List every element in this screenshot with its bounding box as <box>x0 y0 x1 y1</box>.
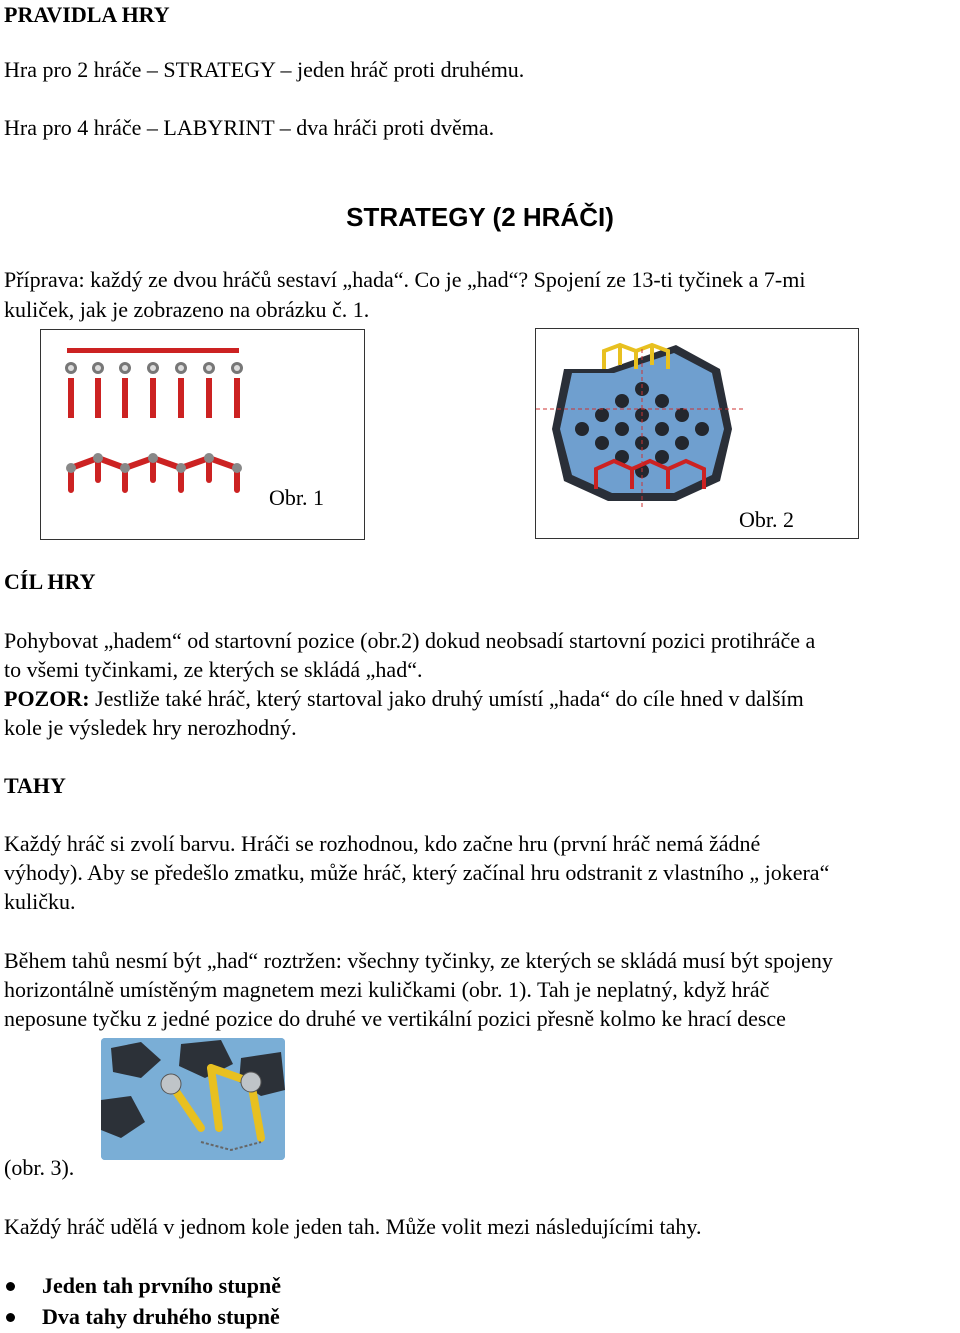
turn-line: Každý hráč udělá v jednom kole jeden tah. Může volit mezi následujícími tahy. <box>4 1214 702 1239</box>
figure-3-reference: (obr. 3). <box>4 1155 75 1180</box>
warning-line-2: kole je výsledek hry nerozhodný. <box>4 715 297 740</box>
moves-heading: TAHY <box>4 773 66 798</box>
moves-line-2: výhody). Aby se předešlo zmatku, může hráč, který začínal hru odstranit z vlastního „ jokera“ <box>4 860 830 885</box>
vertical-rods <box>65 362 243 418</box>
prep-line-2: kuliček, jak je zobrazeno na obrázku č. 1. <box>4 297 370 322</box>
goal-line-1: Pohybovat „hadem“ od startovní pozice (obr.2) dokud neobsadí startovní pozici protihráče a <box>4 628 816 653</box>
figure-3-photo <box>101 1038 285 1160</box>
snake-line-3: neposune tyčku z jedné pozice do druhé ve vertikální pozici přesně kolmo ke hrací desce <box>4 1006 786 1031</box>
strategy-heading: STRATEGY (2 HRÁČI) <box>346 202 614 232</box>
bullet-item-2: Dva tahy druhého stupně <box>42 1304 280 1329</box>
warning-text: Jestliže také hráč, který startoval jako druhý umístí „hada“ do cíle hned v dalším <box>89 686 804 711</box>
warning-label: POZOR: <box>4 686 90 711</box>
goal-heading: CÍL HRY <box>4 569 96 594</box>
intro-line-1: Hra pro 2 hráče – STRATEGY – jeden hráč proti druhému. <box>4 57 525 82</box>
bullet-1-dot <box>6 1282 15 1291</box>
warning-line-1 <box>4 684 804 714</box>
figure-1 <box>40 329 365 540</box>
bullet-item-1: Jeden tah prvního stupně <box>42 1273 282 1298</box>
moves-line-1: Každý hráč si zvolí barvu. Hráči se rozhodnou, kdo začne hru (první hráč nemá žádné <box>4 831 761 856</box>
figure-2-caption: Obr. 2 <box>739 507 794 532</box>
top-magnet-bar <box>67 348 239 353</box>
rules-heading: PRAVIDLA HRY <box>4 2 170 27</box>
moves-line-3: kuličku. <box>4 889 76 914</box>
goal-line-2: to všemi tyčinkami, ze kterých se skládá „had“. <box>4 657 423 682</box>
snake-line-2: horizontálně umístěným magnetem mezi kuličkami (obr. 1). Tah je neplatný, když hráč <box>4 977 770 1002</box>
bullet-2-dot <box>6 1313 15 1322</box>
figure-2 <box>535 328 859 539</box>
game-board-illustration <box>536 329 856 537</box>
intro-line-2: Hra pro 4 hráče – LABYRINT – dva hráči proti dvěma. <box>4 115 495 140</box>
prep-line-1: Příprava: každý ze dvou hráčů sestaví „hada“. Co je „had“? Spojení ze 13-ti tyčinek a 7-mi <box>4 267 806 292</box>
snake-line-1: Během tahů nesmí být „had“ roztržen: všechny tyčinky, ze kterých se skládá musí být spojeny <box>4 948 833 973</box>
figure-1-caption: Obr. 1 <box>269 485 324 510</box>
